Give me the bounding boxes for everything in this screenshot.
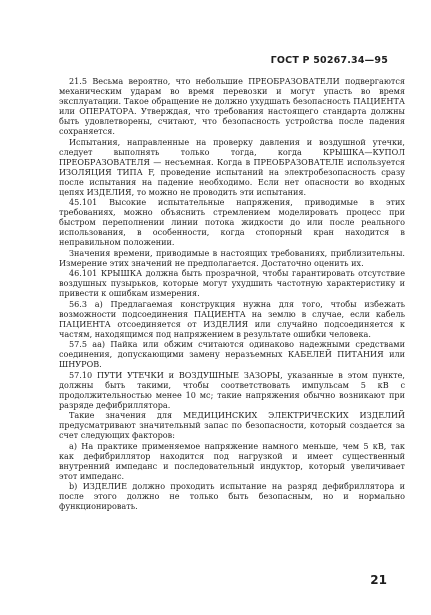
paragraph-21-5: 21.5 Весьма вероятно, что небольшие ПРЕОБРАЗОВАТЕЛИ подвергаются механическим ударам во время перевозки и могут упасть во время эксплуатации. Такое обращение не должно ухудшать безопасность ПАЦИЕНТА или ОПЕРАТОРА. Утверждая, что требования настоящего стандарта должны быть удовлетворены, считают, что безопасность устройства после падения сохраняется. [59,76,405,136]
paragraph-45-101: 45.101 Высокие испытательные напряжения, приводимые в этих требованиях, можно объяснить стремлением моделировать процесс при быстром переполнении линии потока жидкости до или после реального использования, в особенности, когда стопорный кран находится в неправильном положении. [59,197,405,247]
paragraph-safety-margin: Такие значения для МЕДИЦИНСКИХ ЭЛЕКТРИЧЕСКИХ ИЗДЕЛИЙ предусматривают значительный запас по безопасности, который создается за счет следующих факторов: [59,410,405,440]
paragraph-46-101: 46.101 КРЫШКА должна быть прозрачной, чтобы гарантировать отсутствие воздушных пузырьков, которые могут ухудшить частотную характеристику и привести к ошибкам измерения. [59,268,405,298]
paragraph-56-3: 56.3 а) Предлагаемая конструкция нужна для того, чтобы избежать возможности подсоединения ПАЦИЕНТА на землю в случае, если кабель ПАЦИЕНТА отсоединяется от ИЗДЕЛИЯ или случайно подсоединяется к частям, находящимся под напряжением в результате ошибки человека. [59,298,405,339]
standard-header: ГОСТ Р 50267.34—95 [270,55,388,66]
paragraph-factor-a: а) На практике применяемое напряжение намного меньше, чем 5 кВ, так как дефибриллятор находится под нагрузкой и имеет существенный внутренний импеданс и последовательный индуктор, который увеличивает этот импеданс. [59,440,405,481]
paragraph-57-5: 57.5 аа) Пайка или обжим считаются одинаково надежными средствами соединения, допускающими замену неразъемных КАБЕЛЕЙ ПИТАНИЯ или ШНУРОВ. [59,339,405,369]
paragraph-factor-b: b) ИЗДЕЛИЕ должно проходить испытание на разряд дефибриллятора и после этого должно не только быть безопасным, но и нормально функционировать. [59,481,405,511]
body-text [59,76,405,511]
paragraph-57-10: 57.10 ПУТИ УТЕЧКИ и ВОЗДУШНЫЕ ЗАЗОРЫ, указанные в этом пункте, должны быть такими, чтобы соответствовать импульсам 5 кВ с продолжительностью менее 10 мс; такие напряжения обычно возникают при разряде дефибриллятора. [59,369,405,410]
page-number: 21 [370,573,387,587]
paragraph-time-values: Значения времени, приводимые в настоящих требованиях, приблизительны. Измерение этих значений не предполагается. Достаточно оценить их. [59,247,405,268]
paragraph-pressure-tests: Испытания, направленные на проверку давления и воздушной утечки, следует выполнять только тогда, когда КРЫШКА—КУПОЛ ПРЕОБРАЗОВАТЕЛЯ — несъемная. Когда в ПРЕОБРАЗОВАТЕЛЕ используется ИЗОЛЯЦИЯ ТИПА F, проведение испытаний на электробезопасность сразу после испытания на падение необходимо. Если нет опасности во входных цепях ИЗДЕЛИЯ, то можно не проводить эти испытания. [59,136,405,197]
